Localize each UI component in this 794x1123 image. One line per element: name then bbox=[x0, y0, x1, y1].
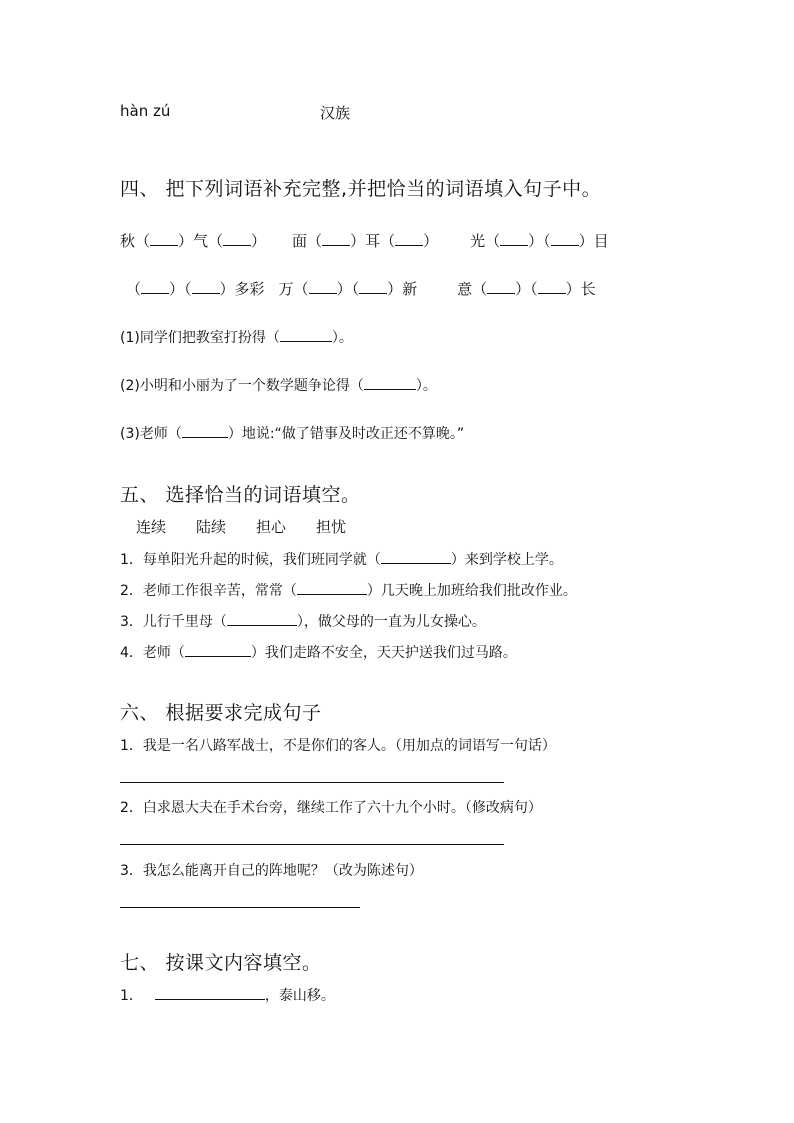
s5-item-1: 1．每单阳光升起的时候，我们班同学就（ ）来到学校上学。 bbox=[120, 552, 563, 568]
blank[interactable] bbox=[364, 377, 416, 390]
blank[interactable] bbox=[322, 233, 350, 246]
s4-question-2: (2)小明和小丽为了一个数学题争论得（ ）。 bbox=[120, 378, 437, 394]
hanzi-word: 汉族 bbox=[320, 104, 351, 122]
s5-item-3: 3．儿行千里母（ ），做父母的一直为儿女操心。 bbox=[120, 614, 486, 630]
idiom-item: （ ）（ ）多彩 bbox=[126, 280, 265, 298]
blank[interactable] bbox=[359, 281, 387, 294]
s7-question-1: 1． ，泰山移。 bbox=[120, 988, 335, 1004]
blank[interactable] bbox=[381, 551, 451, 564]
blank[interactable] bbox=[227, 613, 297, 626]
section-6-title: 六、 根据要求完成句子 bbox=[120, 702, 322, 724]
blank[interactable] bbox=[280, 329, 332, 342]
blank[interactable] bbox=[141, 281, 169, 294]
word-choice: 陆续 bbox=[196, 518, 227, 536]
idiom-row-1 bbox=[120, 230, 609, 251]
word-choice: 担心 bbox=[256, 518, 287, 536]
idiom-row-2 bbox=[126, 278, 596, 299]
blank[interactable] bbox=[182, 425, 228, 438]
blank[interactable] bbox=[150, 233, 178, 246]
blank[interactable] bbox=[309, 281, 337, 294]
s4-question-1: (1)同学们把教室打扮得（ ）。 bbox=[120, 330, 353, 346]
word-choice-list bbox=[136, 516, 346, 537]
blank[interactable] bbox=[185, 644, 251, 657]
blank[interactable] bbox=[192, 281, 220, 294]
word-choice: 连续 bbox=[136, 518, 167, 536]
blank[interactable] bbox=[551, 233, 579, 246]
s5-item-4: 4．老师（ ）我们走路不安全，天天护送我们过马路。 bbox=[120, 645, 517, 661]
s6-item-2: 2．白求恩大夫在手术台旁，继续工作了六十九个小时。（修改病句） bbox=[120, 800, 542, 816]
blank[interactable] bbox=[487, 281, 515, 294]
idiom-item: 秋（ ）气（ ） bbox=[120, 232, 267, 250]
blank[interactable] bbox=[538, 281, 566, 294]
blank[interactable] bbox=[155, 987, 265, 1000]
blank[interactable] bbox=[500, 233, 528, 246]
answer-line[interactable] bbox=[120, 907, 360, 908]
s6-item-1: 1．我是一名八路军战士，不是你们的客人。（用加点的词语写一句话） bbox=[120, 738, 556, 754]
section-4-title: 四、 把下列词语补充完整,并把恰当的词语填入句子中。 bbox=[120, 178, 602, 200]
blank[interactable] bbox=[297, 582, 367, 595]
section-7-title: 七、 按课文内容填空。 bbox=[120, 952, 322, 974]
idiom-item: 万（ ）（ ）新 bbox=[278, 280, 418, 298]
idiom-item: 面（ ）耳（ ） bbox=[292, 232, 439, 250]
idiom-item: 意（ ）（ ）长 bbox=[457, 280, 596, 298]
s5-item-2: 2．老师工作很辛苦，常常（ ）几天晚上加班给我们批改作业。 bbox=[120, 583, 577, 599]
blank[interactable] bbox=[395, 233, 423, 246]
blank[interactable] bbox=[223, 233, 251, 246]
s6-item-3: 3．我怎么能离开自己的阵地呢？（改为陈述句） bbox=[120, 863, 423, 879]
s4-question-3: (3)老师（ ）地说:“做了错事及时改正还不算晚。” bbox=[120, 426, 465, 442]
answer-line[interactable] bbox=[120, 844, 504, 845]
idiom-item: 光（ ）（ ）目 bbox=[470, 232, 609, 250]
pinyin-text: hàn zú bbox=[120, 102, 171, 120]
answer-line[interactable] bbox=[120, 782, 504, 783]
word-choice: 担忧 bbox=[316, 518, 347, 536]
section-5-title: 五、 选择恰当的词语填空。 bbox=[120, 484, 361, 506]
